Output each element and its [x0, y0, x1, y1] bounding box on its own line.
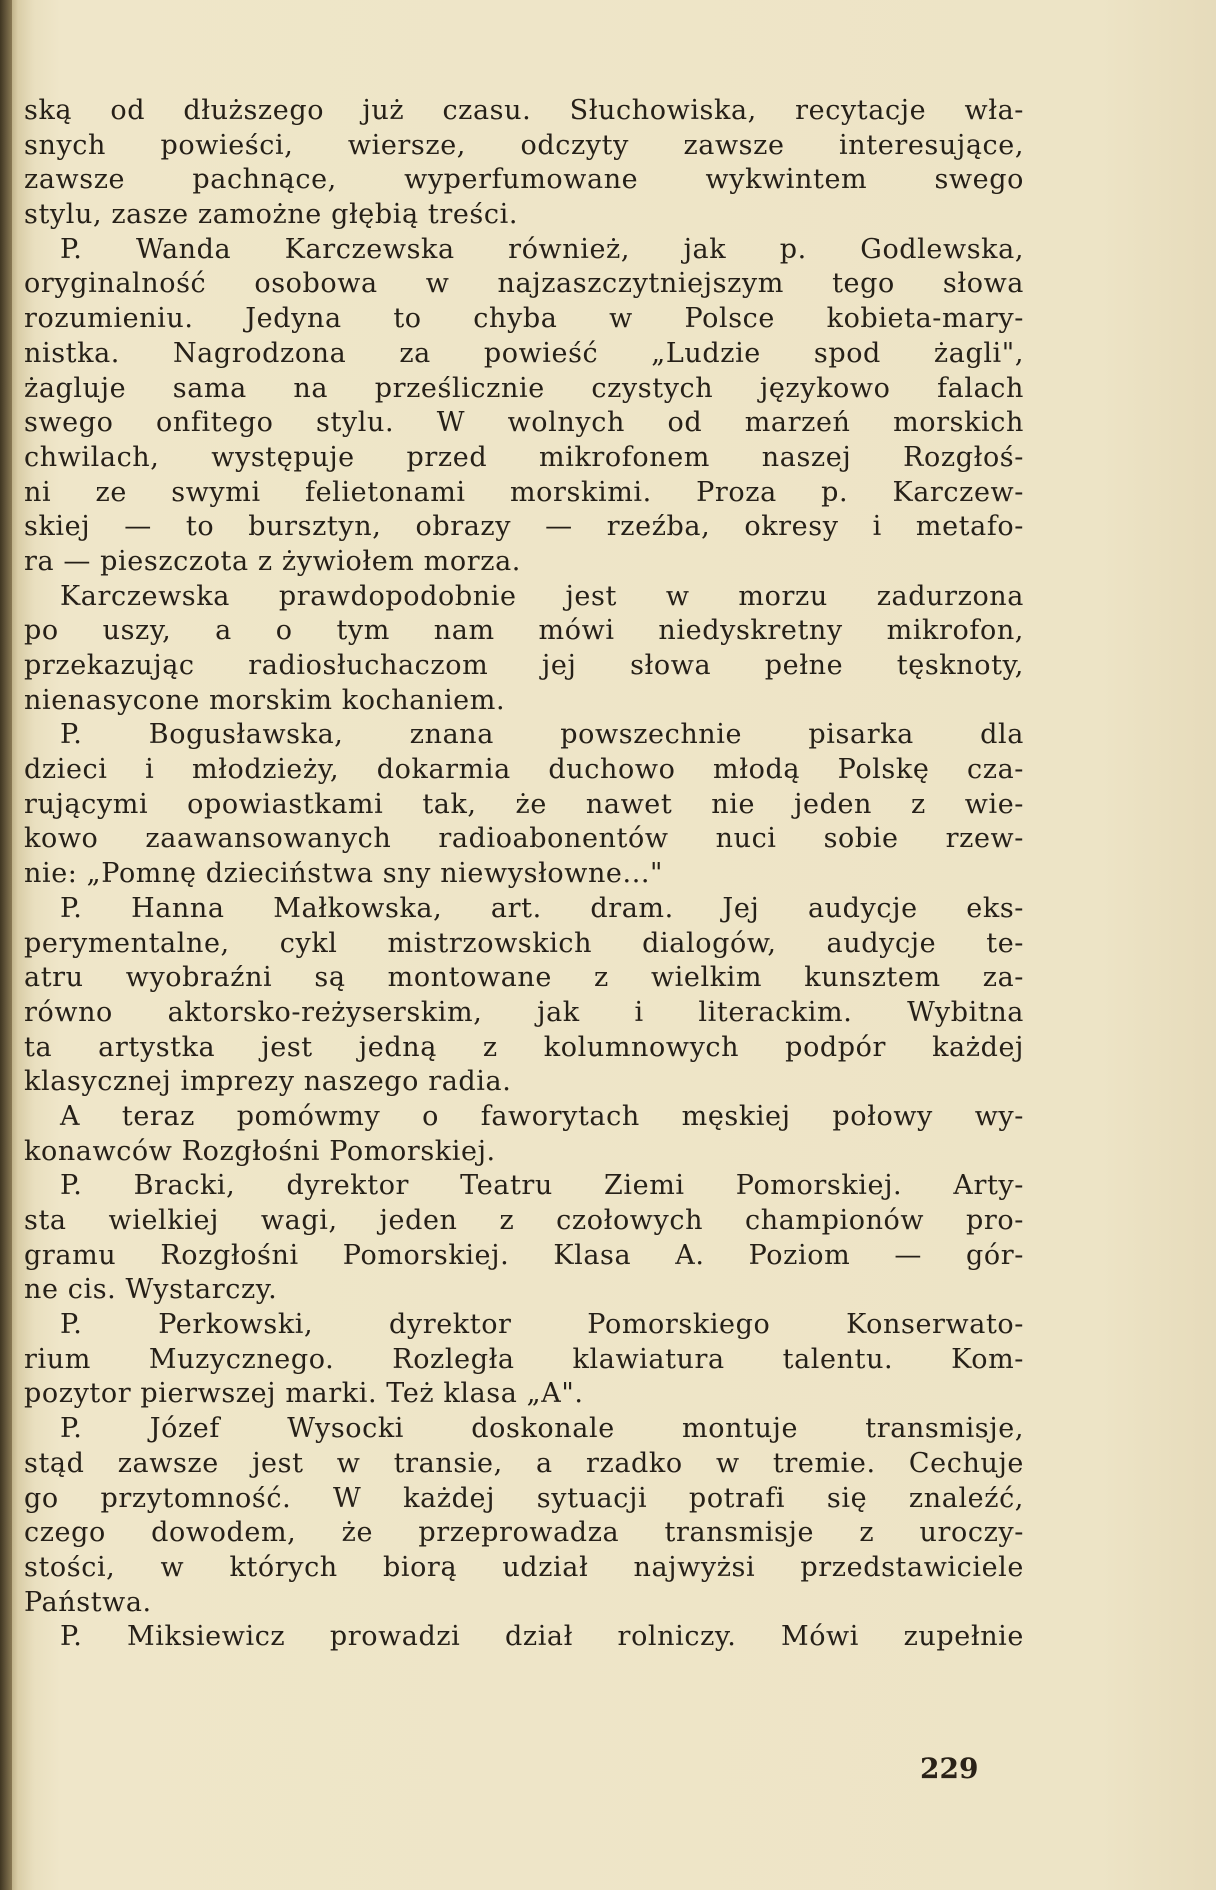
text-line: stąd zawsze jest w transie, a rzadko w tremie. Cechuje — [24, 1447, 1024, 1479]
text-line: sta wielkiej wagi, jeden z czołowych championów pro- — [24, 1205, 1024, 1236]
text-line: P. Perkowski, dyrektor Pomorskiego Konserwato- — [60, 1309, 1024, 1341]
text-line: zawsze pachnące, wyperfumowane wykwintem swego — [24, 164, 1024, 196]
text-line: nie: „Pomnę dzieciństwa sny niewysłowne..." — [24, 858, 664, 890]
text-line: kowo zaawansowanych radioabonentów nuci sobie rzew- — [24, 823, 1024, 855]
text-line: P. Miksiewicz prowadzi dział rolniczy. Mówi zupełnie — [60, 1621, 1024, 1653]
text-line: P. Bogusławska, znana powszechnie pisarka dla — [60, 719, 1024, 751]
text-line: stylu, zasze zamożne głębią treści. — [24, 199, 519, 231]
text-line: klasycznej imprezy naszego radia. — [24, 1066, 512, 1098]
text-line: konawców Rozgłośni Pomorskiej. — [24, 1135, 496, 1167]
text-line: gramu Rozgłośni Pomorskiej. Klasa A. Poziom — gór- — [24, 1239, 1024, 1271]
text-line: przekazując radiosłuchaczom jej słowa pełne tęsknoty, — [24, 650, 1024, 681]
text-line: dzieci i młodzieży, dokarmia duchowo młodą Polskę cza- — [24, 754, 1024, 786]
text-line: nienasycone morskim kochaniem. — [24, 684, 506, 716]
text-line: stości, w których biorą udział najwyżsi przedstawiciele — [24, 1551, 1024, 1583]
text-line: snych powieści, wiersze, odczyty zawsze interesujące, — [24, 129, 1024, 161]
text-line: czego dowodem, że przeprowadza transmisje z uroczy- — [24, 1517, 1024, 1549]
text-line: go przytomność. W każdej sytuacji potrafi się znaleźć, — [24, 1482, 1024, 1514]
text-line: oryginalność osobowa w najzaszczytniejszym tego słowa — [24, 268, 1024, 300]
text-line: nistka. Nagrodzona za powieść „Ludzie spod żagli", — [24, 337, 1024, 369]
text-line: pozytor pierwszej marki. Też klasa „A". — [24, 1378, 584, 1410]
text-line: P. Bracki, dyrektor Teatru Ziemi Pomorskiej. Arty- — [60, 1170, 1024, 1202]
text-line: Państwa. — [24, 1586, 152, 1618]
text-line: chwilach, występuje przed mikrofonem naszej Rozgłoś- — [24, 441, 1024, 473]
text-line: P. Józef Wysocki doskonale montuje transmisje, — [60, 1413, 1024, 1445]
text-line: ne cis. Wystarczy. — [24, 1274, 278, 1306]
text-line: swego onfitego stylu. W wolnych od marzeń morskich — [24, 407, 1024, 439]
page-spine-edge — [0, 0, 12, 1890]
text-line: ską od dłuższego już czasu. Słuchowiska, recytacje wła- — [24, 95, 1024, 126]
text-line: ta artystka jest jedną z kolumnowych podpór każdej — [24, 1031, 1024, 1063]
text-line: Karczewska prawdopodobnie jest w morzu zadurzona — [60, 580, 1024, 612]
text-line: skiej — to bursztyn, obrazy — rzeźba, okresy i metafo- — [24, 511, 1024, 543]
text-line: ni ze swymi felietonami morskimi. Proza p. Karczew- — [24, 476, 1024, 508]
text-line: A teraz pomówmy o faworytach męskiej połowy wy- — [60, 1100, 1024, 1132]
page-number: 229 — [920, 1752, 979, 1785]
text-line: równo aktorsko-reżyserskim, jak i literackim. Wybitna — [24, 996, 1024, 1028]
text-line: ra — pieszczota z żywiołem morza. — [24, 545, 521, 577]
text-line: po uszy, a o tym nam mówi niedyskretny mikrofon, — [24, 615, 1024, 647]
text-line: P. Hanna Małkowska, art. dram. Jej audycje eks- — [60, 892, 1024, 924]
text-line: perymentalne, cykl mistrzowskich dialogów, audycje te- — [24, 927, 1024, 959]
text-line: rium Muzycznego. Rozległa klawiatura talentu. Kom- — [24, 1343, 1024, 1375]
text-line: atru wyobraźni są montowane z wielkim kunsztem za- — [24, 962, 1024, 994]
text-line: żagluje sama na prześlicznie czystych językowo falach — [24, 372, 1024, 404]
text-line: rozumieniu. Jedyna to chyba w Polsce kobieta-mary- — [24, 303, 1024, 335]
text-line: rującymi opowiastkami tak, że nawet nie jeden z wie- — [24, 788, 1024, 820]
body-text — [24, 94, 1024, 1655]
text-line: P. Wanda Karczewska również, jak p. Godlewska, — [60, 233, 1024, 265]
